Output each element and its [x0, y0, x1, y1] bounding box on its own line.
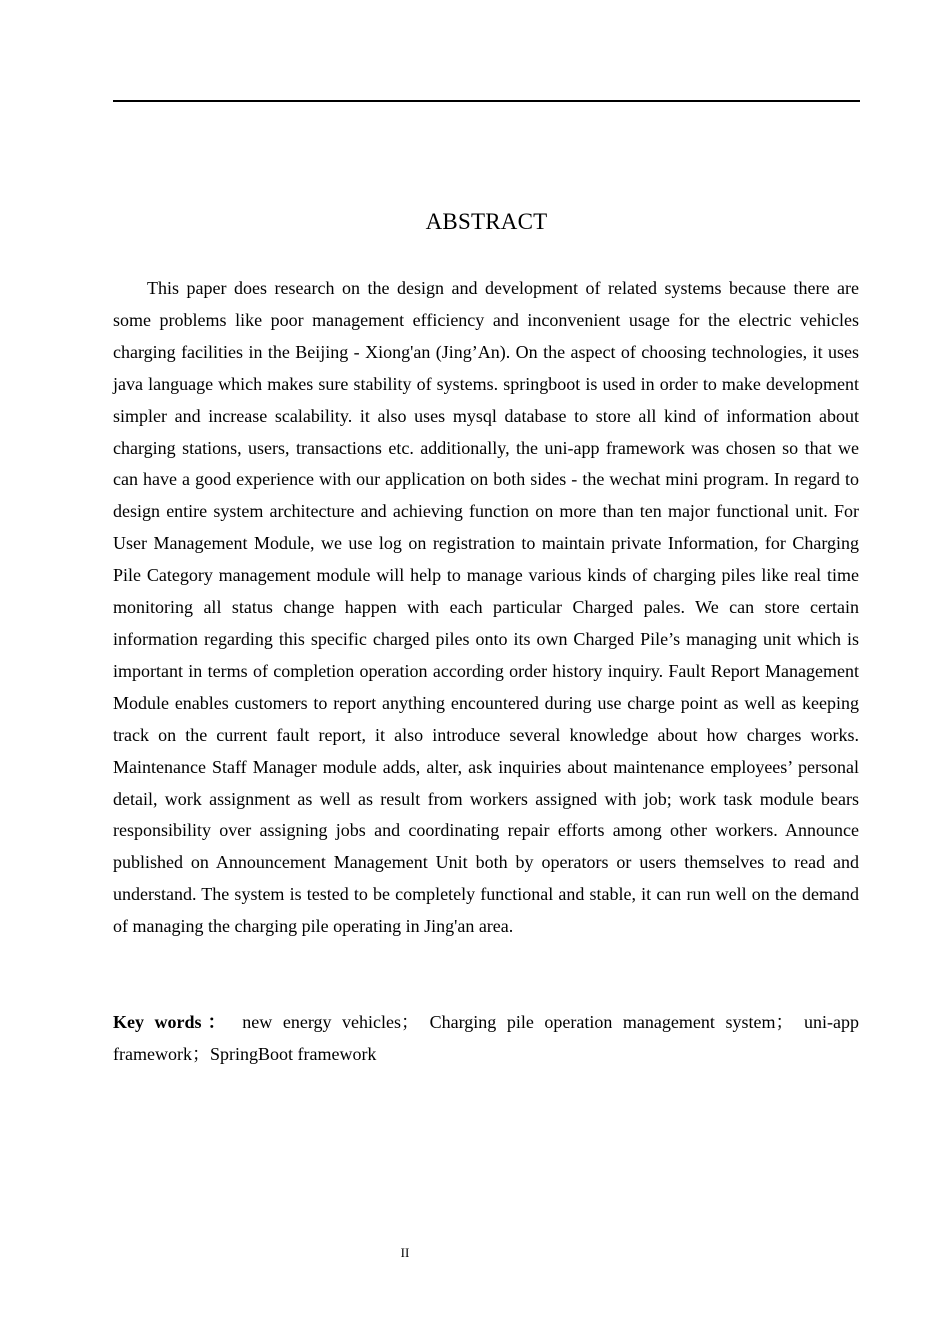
header-rule [113, 100, 860, 102]
keywords-text: new energy vehicles； Charging pile operation management system； uni-app framework；SpringBoot framework [113, 1012, 860, 1064]
page-number: II [400, 1245, 410, 1260]
keywords-section [113, 1007, 859, 1071]
keywords-label: Key words： [113, 1012, 232, 1032]
page-title: ABSTRACT [425, 209, 548, 234]
abstract-paragraph: This paper does research on the design and development of related systems because there are some problems like poor management efficiency and inconvenient usage for the electric vehicles charging facilities in the Beijing - Xiong'an (Jing’An). On the aspect of choosing technologies, it uses java language which makes sure stability of systems. springboot is used in order to make development simpler and increase scalability. it also uses mysql database to store all kind of information about charging stations, users, transactions etc. additionally, the uni-app framework was chosen so that we can have a good experience with our application on both sides - the wechat mini program. In regard to design entire system architecture and achieving function on more than ten major functional unit. For User Management Module, we use log on registration to maintain private Information, for Charging Pile Category management module will help to manage various kinds of charging piles like real time monitoring all status change happen with each particular Charged pales. We can store certain information regarding this specific charged piles onto its own Charged Pile’s managing unit which is important in terms of completion operation according order history inquiry. Fault Report Management Module enables customers to report anything encountered during use charge point as well as keeping track on the current fault report, it also introduce several knowledge about how charges works. Maintenance Staff Manager module adds, alter, ask inquiries about maintenance employees’ personal detail, work assignment as well as result from workers assigned with job; work task module bears responsibility over assigning jobs and coordinating repair efforts among other workers. Announce published on Announcement Management Unit both by operators or users themselves to read and understand. The system is tested to be completely functional and stable, it can run well on the demand of managing the charging pile operating in Jing'an area. [113, 278, 859, 937]
